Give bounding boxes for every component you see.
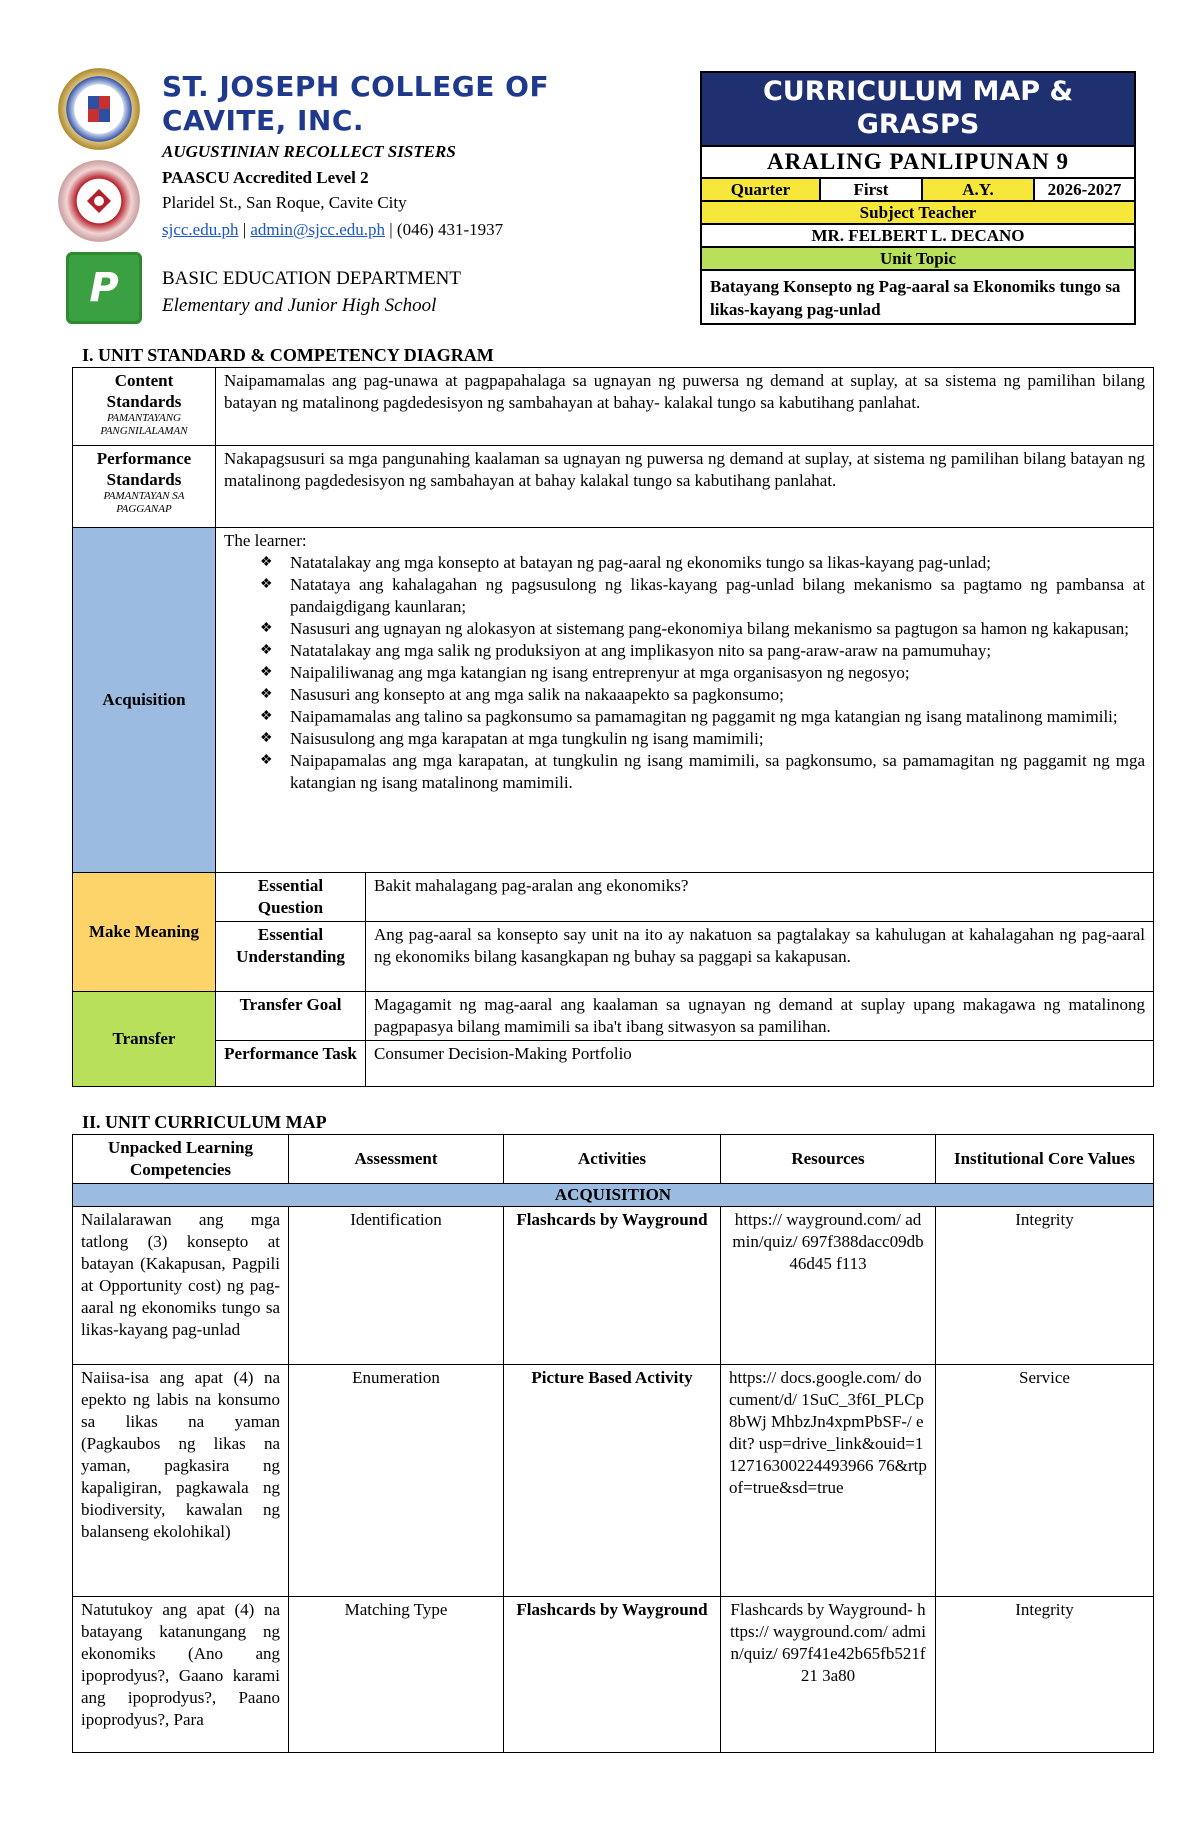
core-value-cell: Integrity (936, 1597, 1154, 1753)
competency-cell: Natutukoy ang apat (4) na batayang katanungang ng ekonomiks (Ano ang ipoprodyus?, Gaano karami ang ipoprodyus?, Paano ipoprodyus?, Para (73, 1597, 289, 1753)
assessment-cell: Enumeration (289, 1365, 504, 1597)
activity-cell: Flashcards by Wayground (504, 1597, 721, 1753)
essential-understanding-row (73, 922, 1154, 992)
performance-standards-label: Performance Standards (96, 449, 192, 489)
column-header: Institutional Core Values (936, 1135, 1154, 1184)
curriculum-info-box (700, 71, 1136, 325)
acquisition-list (224, 552, 1145, 794)
learner-intro: The learner: (224, 531, 307, 550)
quarter-label: Quarter (702, 179, 821, 200)
acquisition-item: ❖ Nasusuri ang konsepto at ang mga salik na nakaaapekto sa pagkonsumo; (260, 684, 1145, 706)
essential-understanding-text: Ang pag-aaral sa konsepto say unit na ito ay nakatuon sa pagtalakay sa kahulugan at kahalagahan ng pag-aaral ng ekonomiks bilang kasangkapan ng buhay sa paggapi sa kakapusan. (366, 922, 1154, 992)
transfer-goal-text: Magagamit ng mag-aaral ang kaalaman sa ugnayan ng demand at suplay upang makagawa ng matalinong pagpapasya bilang mamimili sa iba't ibang sitwasyon sa pamilihan. (366, 992, 1154, 1041)
phone-number: | (046) 431-1937 (389, 220, 504, 239)
college-seal-logo (58, 68, 140, 150)
resource-cell[interactable]: https:// wayground.com/ admin/quiz/ 697f388dacc09db46d45 f113 (721, 1207, 936, 1365)
performance-task-text: Consumer Decision-Making Portfolio (366, 1041, 1154, 1087)
essential-question-text: Bakit mahalagang pag-aralan ang ekonomiks? (366, 873, 1154, 922)
school-level: Elementary and Junior High School (162, 295, 437, 316)
content-standards-row (73, 368, 1154, 446)
performance-standards-row (73, 446, 1154, 528)
transfer-label: Transfer (73, 992, 216, 1087)
content-standards-cell (73, 368, 216, 446)
resource-cell[interactable]: https:// docs.google.com/ document/d/ 1SuC_3f6I_PLCp8bWj MhbzJn4xpmPbSF-/ edit? usp=drive_link&ouid=1 12716300224493966 76&rtpof=true&sd=true (721, 1365, 936, 1597)
acquisition-item: ❖ Naipapamalas ang mga karapatan, at tungkulin ng isang mamimili, sa pagkonsumo, sa pamamagitan ng paggamit ng mga katangian ng isang matalinong mamimili. (260, 750, 1145, 794)
curriculum-map-table (72, 1134, 1154, 1753)
acquisition-item: ❖ Natataya ang kahalagahan ng pagsusulong ng likas-kayang pag-unlad bilang mekanismo sa pagtamo ng pambansa at pandaigdigang kaunlaran; (260, 574, 1145, 618)
column-header: Resources (721, 1135, 936, 1184)
activity-cell: Flashcards by Wayground (504, 1207, 721, 1365)
acquisition-row (73, 528, 1154, 873)
document-title: CURRICULUM MAP & GRASPS (702, 73, 1134, 145)
essential-question-row (73, 873, 1154, 922)
topic-label: Unit Topic (702, 246, 1134, 269)
resource-cell[interactable]: Flashcards by Wayground- https:// wayground.com/ admin/quiz/ 697f41e42b65fb521f21 3a80 (721, 1597, 936, 1753)
school-name: ST. JOSEPH COLLEGE OF CAVITE, INC. (162, 70, 550, 137)
content-standards-label: Content Standards (106, 371, 182, 411)
column-header: Unpacked Learning Competencies (73, 1135, 289, 1184)
teacher-name: MR. FELBERT L. DECANO (702, 223, 1134, 246)
section-one-heading: I. UNIT STANDARD & COMPETENCY DIAGRAM (82, 345, 494, 365)
standards-table (72, 367, 1154, 1087)
email-link[interactable]: admin@sjcc.edu.ph (250, 220, 386, 239)
subject-title: ARALING PANLIPUNAN 9 (702, 145, 1134, 177)
essential-understanding-label: Essential Understanding (216, 922, 366, 992)
assessment-cell: Matching Type (289, 1597, 504, 1753)
transfer-goal-row (73, 992, 1154, 1041)
column-header: Assessment (289, 1135, 504, 1184)
quarter-row (702, 177, 1134, 200)
quarter-value: First (821, 179, 923, 200)
paascu-logo (66, 252, 142, 324)
logo-column (58, 68, 148, 324)
table-row (73, 1597, 1154, 1753)
transfer-goal-label: Transfer Goal (216, 992, 366, 1041)
address: Plaridel St., San Roque, Cavite City (162, 193, 407, 212)
acquisition-item: ❖ Naisusulong ang mga karapatan at mga tungkulin ng isang mamimili; (260, 728, 1145, 750)
contact-separator: | (242, 220, 247, 239)
augustinian-seal-logo (58, 160, 140, 242)
accreditation: PAASCU Accredited Level 2 (162, 168, 369, 187)
ay-value: 2026-2027 (1047, 180, 1122, 199)
performance-task-row (73, 1041, 1154, 1087)
acquisition-item: ❖ Natatalakay ang mga konsepto at batayan ng pag-aaral ng ekonomiks tungo sa likas-kayang pag-unlad; (260, 552, 1145, 574)
acquisition-item: ❖ Naipaliliwanag ang mga katangian ng isang entreprenyur at mga organisasyon ng negosyo; (260, 662, 1145, 684)
acquisition-item: ❖ Naipamamalas ang talino sa pagkonsumo sa pamamagitan ng paggamit ng mga katangian ng isang matalinong mamimili; (260, 706, 1145, 728)
ay-label: A.Y. (923, 179, 1035, 200)
acquisition-banner: ACQUISITION (73, 1184, 1154, 1207)
table-row (73, 1207, 1154, 1365)
core-value-cell: Integrity (936, 1207, 1154, 1365)
acquisition-item: ❖ Nasusuri ang ugnayan ng alokasyon at sistemang pang-ekonomiya bilang mekanismo sa pagtugon sa hamon ng kakapusan; (260, 618, 1145, 640)
make-meaning-label: Make Meaning (73, 873, 216, 992)
acquisition-content (216, 528, 1154, 873)
acquisition-banner-row (73, 1184, 1154, 1207)
assessment-cell: Identification (289, 1207, 504, 1365)
performance-standards-text: Nakapagsusuri sa mga pangunahing kaalaman sa ugnayan ng puwersa ng demand at suplay, at sistema ng pamilihan bilang batayan ng matalinong pagdedesisyon ng sambahayan at bahay kalakal tungo sa kabutihang panlahat. (216, 446, 1154, 528)
acquisition-label: Acquisition (73, 528, 216, 873)
competency-cell: Nailalarawan ang mga tatlong (3) konsepto at batayan (Kakapusan, Pagpili at Opportunity cost) ng pag-aaral ng ekonomiks tungo sa likas-kayang pag-unlad (73, 1207, 289, 1365)
teacher-label: Subject Teacher (702, 200, 1134, 223)
essential-question-label: Essential Question (216, 873, 366, 922)
acquisition-item: ❖ Natatalakay ang mga salik ng produksiyon at ang implikasyon nito sa pang-araw-araw na pamumuhay; (260, 640, 1145, 662)
content-standards-text: Naipamamalas ang pag-unawa at pagpapahalaga sa ugnayan ng puwersa ng demand at suplay, at sa sistema ng pamilihan bilang batayan ng matalinong pagdedesisyon ng sambahayan at bahay- kalakal tungo sa kabutihang panlahat. (216, 368, 1154, 446)
performance-task-label: Performance Task (216, 1041, 366, 1087)
column-header: Activities (504, 1135, 721, 1184)
table-row (73, 1365, 1154, 1597)
paascu-logo-letter: P (89, 265, 119, 311)
performance-standards-cell (73, 446, 216, 528)
table-header-row (73, 1135, 1154, 1184)
activity-cell: Picture Based Activity (504, 1365, 721, 1597)
core-value-cell: Service (936, 1365, 1154, 1597)
department: BASIC EDUCATION DEPARTMENT (162, 268, 462, 289)
performance-standards-sublabel: PAMANTAYAN SA PAGGANAP (103, 490, 185, 515)
website-link[interactable]: sjcc.edu.ph (162, 220, 239, 239)
contact-line (162, 219, 503, 241)
competency-cell: Naiisa-isa ang apat (4) na epekto ng labis na konsumo sa likas na yaman (Pagkaubos ng likas na yaman, pagkasira ng kapaligiran, pagkawala ng biodiversity, kawalan ng balanseng ekolohikal) (73, 1365, 289, 1597)
topic-value: Batayang Konsepto ng Pag-aaral sa Ekonomiks tungo sa likas-kayang pag-unlad (702, 269, 1134, 323)
section-two-heading: II. UNIT CURRICULUM MAP (82, 1112, 327, 1132)
content-standards-sublabel: PAMANTAYANG PANGNILALAMAN (100, 412, 188, 437)
congregation: AUGUSTINIAN RECOLLECT SISTERS (162, 142, 456, 161)
